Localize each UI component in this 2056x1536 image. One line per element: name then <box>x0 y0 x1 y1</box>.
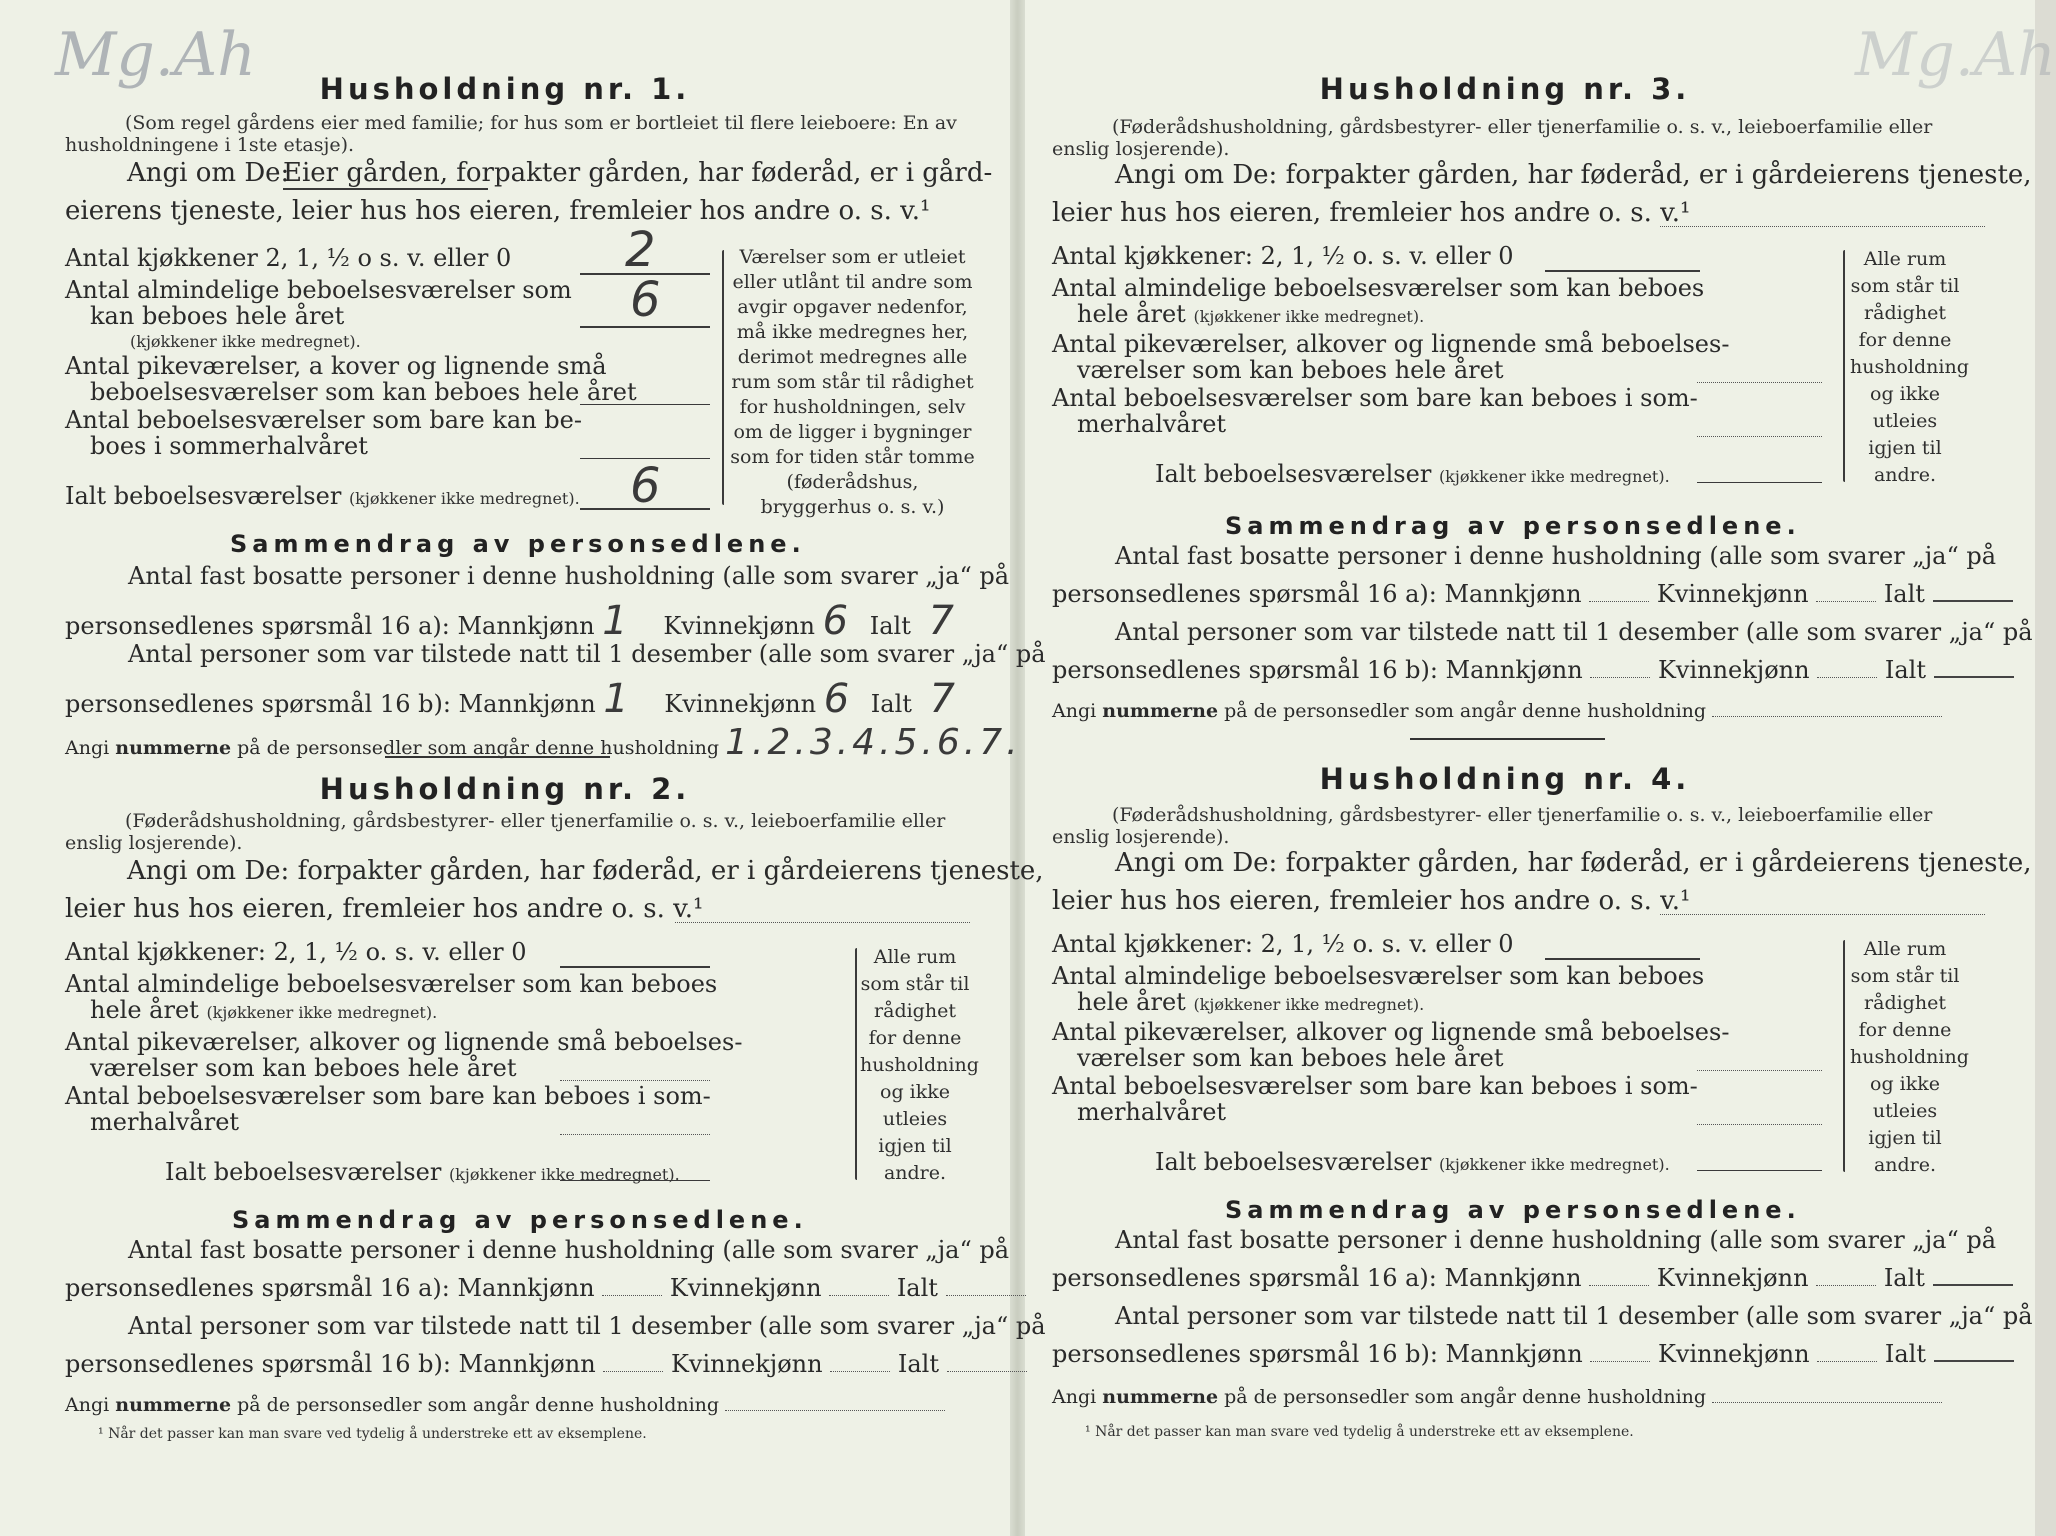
household-3-note: (Føderådshusholdning, gårdsbestyrer- eller tjenerfamilie o. s. v., leieboerfamilie eller enslig losjerende). <box>1052 116 1933 160</box>
household-4-numbers <box>1052 1386 1942 1408</box>
household-2-s2a: Antal personer som var tilstede natt til 1 desember (alle som svarer „ja“ på <box>128 1312 1046 1340</box>
household-3-angi-line <box>1660 226 1985 227</box>
household-4-s2-mann-label: personsedlenes spørsmål 16 b): Mannkjønn <box>1052 1340 1583 1368</box>
household-1-summer-label: Antal beboelsesværelser som bare kan be- <box>65 406 582 434</box>
household-3-s2b <box>1052 656 2014 684</box>
household-1-s1-mann-label: personsedlenes spørsmål 16 a): Mannkjønn <box>65 612 595 640</box>
household-3-total-line <box>1697 482 1822 483</box>
household-3-summer-label: Antal beboelsesværelser som bare kan beboes i som- <box>1052 384 1698 412</box>
household-3-total-text: Ialt beboelsesværelser <box>1155 460 1432 488</box>
household-1-maidrooms-label: Antal pikeværelser, a kover og lignende små <box>65 352 607 380</box>
household-1-s2a: Antal personer som var tilstede natt til 1 desember (alle som svarer „ja“ på <box>128 640 1046 668</box>
household-2-summer-label: Antal beboelsesværelser som bare kan beboes i som- <box>65 1082 711 1110</box>
right-page <box>1025 0 2056 1536</box>
household-4-rooms-hele: hele året <box>1077 988 1186 1016</box>
household-1-side-note: Værelser som er utleiet eller utlånt til andre som avgir opgaver nedenfor, må ikke medregnes her, derimot medregnes alle rum som står til rådighet for husholdningen, selv om de ligger i bygninger som for tiden står tomme (føderådshus, bryggerhus o. s. v.) <box>730 246 975 518</box>
household-2-kitchens-label: Antal kjøkkener: 2, 1, ½ o. s. v. eller 0 <box>65 938 527 966</box>
household-1-total-line <box>580 508 710 510</box>
household-3-brace <box>1843 250 1845 482</box>
household-4-s1-mann-blank <box>1589 1285 1649 1286</box>
household-3-numbers-angi: Angi <box>1052 700 1097 722</box>
household-1-maidrooms-line <box>580 404 710 405</box>
household-3-s1-ialt-blank <box>1933 600 2013 602</box>
household-2-maidrooms-label: Antal pikeværelser, alkover og lignende små beboelses- <box>65 1028 743 1056</box>
household-4-total-text: Ialt beboelsesværelser <box>1155 1148 1432 1176</box>
household-1-summer-label-2: boes i sommerhalvåret <box>90 432 368 460</box>
household-3-s1-kv-blank <box>1816 601 1876 602</box>
household-1-eier-underline <box>283 188 488 190</box>
household-1-kitchens-label: Antal kjøkkener 2, 1, ½ o s. v. eller 0 <box>65 244 512 272</box>
household-4-angi-line2: leier hus hos eieren, fremleier hos andre o. s. v.¹ <box>1052 886 1691 916</box>
household-1-total-label <box>65 482 580 510</box>
household-3-rooms-note: (kjøkkener ikke medregnet). <box>1193 307 1425 326</box>
household-2-numbers-rest: på de personsedler som angår denne husholdning <box>237 1394 720 1416</box>
household-1-s1-ialt-label: Ialt <box>869 612 911 640</box>
household-3-s2a: Antal personer som var tilstede natt til 1 desember (alle som svarer „ja“ på <box>1115 618 2033 646</box>
household-3-rooms-hele: hele året <box>1077 300 1186 328</box>
household-4-note: (Føderådshusholdning, gårdsbestyrer- eller tjenerfamilie o. s. v., leieboerfamilie eller enslig losjerende). <box>1052 804 1933 848</box>
household-1-s1-ialt-answer: 7 <box>928 598 954 644</box>
household-2-s1-kv-label: Kvinnekjønn <box>669 1274 822 1302</box>
household-2-summary-title: Sammendrag av personsedlene. <box>232 1206 808 1234</box>
household-4-total-line <box>1697 1170 1822 1171</box>
household-4-summer-label: Antal beboelsesværelser som bare kan beboes i som- <box>1052 1072 1698 1100</box>
household-2-s2-mann-label: personsedlenes spørsmål 16 b): Mannkjønn <box>65 1350 596 1378</box>
household-1-angi-label: Angi om De: <box>127 158 290 188</box>
household-2-numbers <box>65 1394 945 1416</box>
household-4-rooms-label: Antal almindelige beboelsesværelser som kan beboes <box>1052 962 1705 990</box>
household-1-total-answer: 6 <box>630 458 661 514</box>
household-2-s1a: Antal fast bosatte personer i denne husholdning (alle som svarer „ja“ på <box>128 1236 1010 1264</box>
household-4-s2-kv-label: Kvinnekjønn <box>1657 1340 1810 1368</box>
household-2-angi-line2: leier hus hos eieren, fremleier hos andre o. s. v.¹ <box>65 894 704 924</box>
household-1-angi-line2: eierens tjeneste, leier hus hos eieren, fremleier hos andre o. s. v.¹ <box>65 196 931 226</box>
household-4-angi-line1: Angi om De: forpakter gården, har føderåd, er i gårdeierens tjeneste, <box>1115 848 2032 878</box>
household-2-kitchens-line <box>560 966 710 968</box>
household-2-total-line <box>560 1180 710 1181</box>
household-2-numbers-bold: nummerne <box>115 1394 232 1416</box>
household-1-separator <box>385 756 610 758</box>
household-2-s2-mann-blank <box>603 1371 663 1372</box>
household-3-separator <box>1410 738 1605 740</box>
household-4-rooms-note: (kjøkkener ikke medregnet). <box>1193 995 1425 1014</box>
household-3-s2-kv-label: Kvinnekjønn <box>1657 656 1810 684</box>
household-4-s1-ialt-label: Ialt <box>1883 1264 1925 1292</box>
household-4-numbers-rest: på de personsedler som angår denne husholdning <box>1224 1386 1707 1408</box>
household-1-s2-kv-answer: 6 <box>823 676 850 722</box>
household-3-numbers-rest: på de personsedler som angår denne husholdning <box>1224 700 1707 722</box>
household-2-brace <box>855 948 857 1180</box>
household-1-s2-kv-label: Kvinnekjønn <box>664 690 817 718</box>
household-4-maidrooms-label: Antal pikeværelser, alkover og lignende små beboelses- <box>1052 1018 1730 1046</box>
household-3-s1-mann-blank <box>1589 601 1649 602</box>
household-3-s2-ialt-label: Ialt <box>1884 656 1926 684</box>
household-3-summer-line <box>1697 436 1822 437</box>
household-3-s1b <box>1052 580 2013 608</box>
household-1-kitchens-answer: 2 <box>625 222 656 278</box>
household-2-note: (Føderådshusholdning, gårdsbestyrer- eller tjenerfamilie o. s. v., leieboerfamilie eller enslig losjerende). <box>65 810 946 854</box>
household-2-s1-kv-blank <box>829 1295 889 1296</box>
household-1-total-note: (kjøkkener ikke medregnet). <box>348 489 580 508</box>
household-2-s2-ialt-blank <box>947 1371 1027 1372</box>
household-4-total-note: (kjøkkener ikke medregnet). <box>1438 1155 1670 1174</box>
household-3-s2-kv-blank <box>1817 677 1877 678</box>
household-2-s2-kv-label: Kvinnekjønn <box>670 1350 823 1378</box>
household-2-maidrooms-line <box>560 1080 710 1081</box>
household-4-maidrooms-line <box>1697 1070 1822 1071</box>
household-4-maidrooms-label-2: værelser som kan beboes hele året <box>1077 1044 1504 1072</box>
household-1-numbers-answer: 1.2.3.4.5.6.7. <box>725 722 1022 763</box>
household-2-total-note: (kjøkkener ikke medregnet). <box>448 1165 680 1184</box>
household-4-numbers-bold: nummerne <box>1102 1386 1219 1408</box>
household-3-angi-line2: leier hus hos eieren, fremleier hos andre o. s. v.¹ <box>1052 198 1691 228</box>
household-1-s2-ialt-answer: 7 <box>929 676 955 722</box>
household-2-numbers-blank <box>725 1410 945 1411</box>
household-1-numbers-rest: på de personsedler som angår denne husholdning <box>237 737 720 759</box>
household-1-s1-kv-answer: 6 <box>822 598 849 644</box>
household-1-rooms-note: (kjøkkener ikke medregnet). <box>130 332 361 351</box>
household-2-rooms-note: (kjøkkener ikke medregnet). <box>206 1003 438 1022</box>
household-2-total-label <box>165 1158 680 1186</box>
household-3-s2-mann-blank <box>1590 677 1650 678</box>
household-3-maidrooms-label-2: værelser som kan beboes hele året <box>1077 356 1504 384</box>
household-1-s1b <box>65 598 954 644</box>
household-1-rooms-label-2: kan beboes hele året <box>90 302 345 330</box>
household-1-s1a: Antal fast bosatte personer i denne husholdning (alle som svarer „ja“ på <box>128 562 1010 590</box>
household-4-rooms-label-2 <box>1077 988 1424 1016</box>
household-4-title: Husholdning nr. 4. <box>1319 762 1691 796</box>
household-3-s2-mann-label: personsedlenes spørsmål 16 b): Mannkjønn <box>1052 656 1583 684</box>
household-2-s1-mann-blank <box>602 1295 662 1296</box>
household-1-title: Husholdning nr. 1. <box>319 72 691 106</box>
household-1-s2-mann-label: personsedlenes spørsmål 16 b): Mannkjønn <box>65 690 596 718</box>
household-4-numbers-angi: Angi <box>1052 1386 1097 1408</box>
household-2-rooms-hele: hele året <box>90 996 199 1024</box>
right-footnote: ¹ Når det passer kan man svare ved tydelig å understreke ett av eksemplene. <box>1085 1424 1634 1440</box>
household-2-side-note: Alle rum som står til rådighet for denne husholdning og ikke utleies igjen til andre. <box>860 946 979 1184</box>
household-4-numbers-blank <box>1712 1402 1942 1403</box>
left-footnote: ¹ Når det passer kan man svare ved tydelig å understreke ett av eksemplene. <box>98 1426 647 1442</box>
household-1-rooms-line <box>580 326 710 328</box>
household-1-rooms-label: Antal almindelige beboelsesværelser som <box>65 276 572 304</box>
household-2-angi-line1: Angi om De: forpakter gården, har føderåd, er i gårdeierens tjeneste, <box>127 856 1044 886</box>
household-4-angi-line <box>1660 914 1985 915</box>
household-2-numbers-angi: Angi <box>65 1394 110 1416</box>
household-4-s1-ialt-blank <box>1933 1284 2013 1286</box>
faint-corner-mark: Mg.Ah <box>1855 20 2056 90</box>
household-4-s1-kv-label: Kvinnekjønn <box>1656 1264 1809 1292</box>
household-2-rooms-label-2 <box>90 996 437 1024</box>
household-1-total-text: Ialt beboelsesværelser <box>65 482 342 510</box>
household-3-numbers <box>1052 700 1942 722</box>
household-4-total-label <box>1155 1148 1670 1176</box>
household-3-numbers-bold: nummerne <box>1102 700 1219 722</box>
household-3-s2-ialt-blank <box>1934 676 2014 678</box>
household-3-maidrooms-line <box>1697 382 1822 383</box>
household-3-rooms-label: Antal almindelige beboelsesværelser som kan beboes <box>1052 274 1705 302</box>
household-3-s1-mann-label: personsedlenes spørsmål 16 a): Mannkjønn <box>1052 580 1582 608</box>
household-1-angi-options: Eier gården, forpakter gården, har føderåd, er i gård- <box>283 158 993 188</box>
household-3-s1a: Antal fast bosatte personer i denne husholdning (alle som svarer „ja“ på <box>1115 542 1997 570</box>
household-3-s1-ialt-label: Ialt <box>1883 580 1925 608</box>
household-2-s1-ialt-label: Ialt <box>896 1274 938 1302</box>
household-4-summer-label-2: merhalvåret <box>1077 1098 1227 1126</box>
household-1-rooms-answer: 6 <box>630 272 661 328</box>
household-1-note: (Som regel gårdens eier med familie; for hus som er bortleiet til flere leieboere: En av husholdningene i 1ste etasje). <box>65 112 957 156</box>
household-1-s2-mann-answer: 1 <box>603 676 629 722</box>
household-2-s2b <box>65 1350 1027 1378</box>
household-1-numbers-angi: Angi <box>65 737 110 759</box>
household-1-brace <box>722 250 724 505</box>
household-3-kitchens-label: Antal kjøkkener: 2, 1, ½ o. s. v. eller 0 <box>1052 242 1514 270</box>
household-4-kitchens-label: Antal kjøkkener: 2, 1, ½ o. s. v. eller 0 <box>1052 930 1514 958</box>
household-2-angi-line <box>675 922 970 923</box>
household-2-rooms-label: Antal almindelige beboelsesværelser som kan beboes <box>65 970 718 998</box>
household-4-kitchens-line <box>1545 958 1700 960</box>
household-1-s1-kv-label: Kvinnekjønn <box>663 612 815 640</box>
household-4-s2-ialt-label: Ialt <box>1884 1340 1926 1368</box>
household-4-s1-mann-label: personsedlenes spørsmål 16 a): Mannkjønn <box>1052 1264 1582 1292</box>
household-1-maidrooms-label-2: beboelsesværelser som kan beboes hele året <box>90 378 637 406</box>
household-3-total-note: (kjøkkener ikke medregnet). <box>1438 467 1670 486</box>
household-2-s2-ialt-label: Ialt <box>897 1350 939 1378</box>
household-2-title: Husholdning nr. 2. <box>319 772 691 806</box>
household-3-side-note: Alle rum som står til rådighet for denne husholdning og ikke utleies igjen til andre. <box>1850 248 1969 486</box>
household-4-side-note: Alle rum som står til rådighet for denne husholdning og ikke utleies igjen til andre. <box>1850 938 1969 1176</box>
household-3-summer-label-2: merhalvåret <box>1077 410 1227 438</box>
household-1-s2b <box>65 676 955 722</box>
household-2-s1-ialt-blank <box>946 1295 1026 1296</box>
household-2-summer-label-2: merhalvåret <box>90 1108 240 1136</box>
household-1-s1-mann-answer: 1 <box>602 598 628 644</box>
household-4-s2-kv-blank <box>1817 1361 1877 1362</box>
household-4-brace <box>1843 940 1845 1172</box>
household-1-s2-ialt-label: Ialt <box>870 690 912 718</box>
household-4-s2-ialt-blank <box>1934 1360 2014 1362</box>
household-2-s2-kv-blank <box>830 1371 890 1372</box>
household-3-s1-kv-label: Kvinnekjønn <box>1656 580 1809 608</box>
household-4-s2-mann-blank <box>1590 1361 1650 1362</box>
household-3-maidrooms-label: Antal pikeværelser, alkover og lignende små beboelses- <box>1052 330 1730 358</box>
household-3-numbers-blank <box>1712 716 1942 717</box>
household-3-kitchens-line <box>1545 270 1700 272</box>
household-3-title: Husholdning nr. 3. <box>1319 72 1691 106</box>
household-4-s2a: Antal personer som var tilstede natt til 1 desember (alle som svarer „ja“ på <box>1115 1302 2033 1330</box>
household-1-numbers-bold: nummerne <box>115 737 232 759</box>
household-2-s1-mann-label: personsedlenes spørsmål 16 a): Mannkjønn <box>65 1274 595 1302</box>
household-4-summary-title: Sammendrag av personsedlene. <box>1225 1196 1801 1224</box>
page-fold <box>1010 0 1025 1536</box>
handwritten-corner-mark: Mg.Ah <box>55 20 256 90</box>
household-4-summer-line <box>1697 1124 1822 1125</box>
household-4-s1b <box>1052 1264 2013 1292</box>
household-3-summary-title: Sammendrag av personsedlene. <box>1225 512 1801 540</box>
household-3-total-label <box>1155 460 1670 488</box>
household-2-s1b <box>65 1274 1026 1302</box>
household-2-maidrooms-label-2: værelser som kan beboes hele året <box>90 1054 517 1082</box>
household-2-total-text: Ialt beboelsesværelser <box>165 1158 442 1186</box>
household-2-summer-line <box>560 1134 710 1135</box>
household-4-s1-kv-blank <box>1816 1285 1876 1286</box>
household-4-s1a: Antal fast bosatte personer i denne husholdning (alle som svarer „ja“ på <box>1115 1226 1997 1254</box>
household-3-angi-line1: Angi om De: forpakter gården, har føderåd, er i gårdeierens tjeneste, <box>1115 160 2032 190</box>
household-1-summary-title: Sammendrag av personsedlene. <box>230 530 806 558</box>
household-3-rooms-label-2 <box>1077 300 1424 328</box>
household-4-s2b <box>1052 1340 2014 1368</box>
